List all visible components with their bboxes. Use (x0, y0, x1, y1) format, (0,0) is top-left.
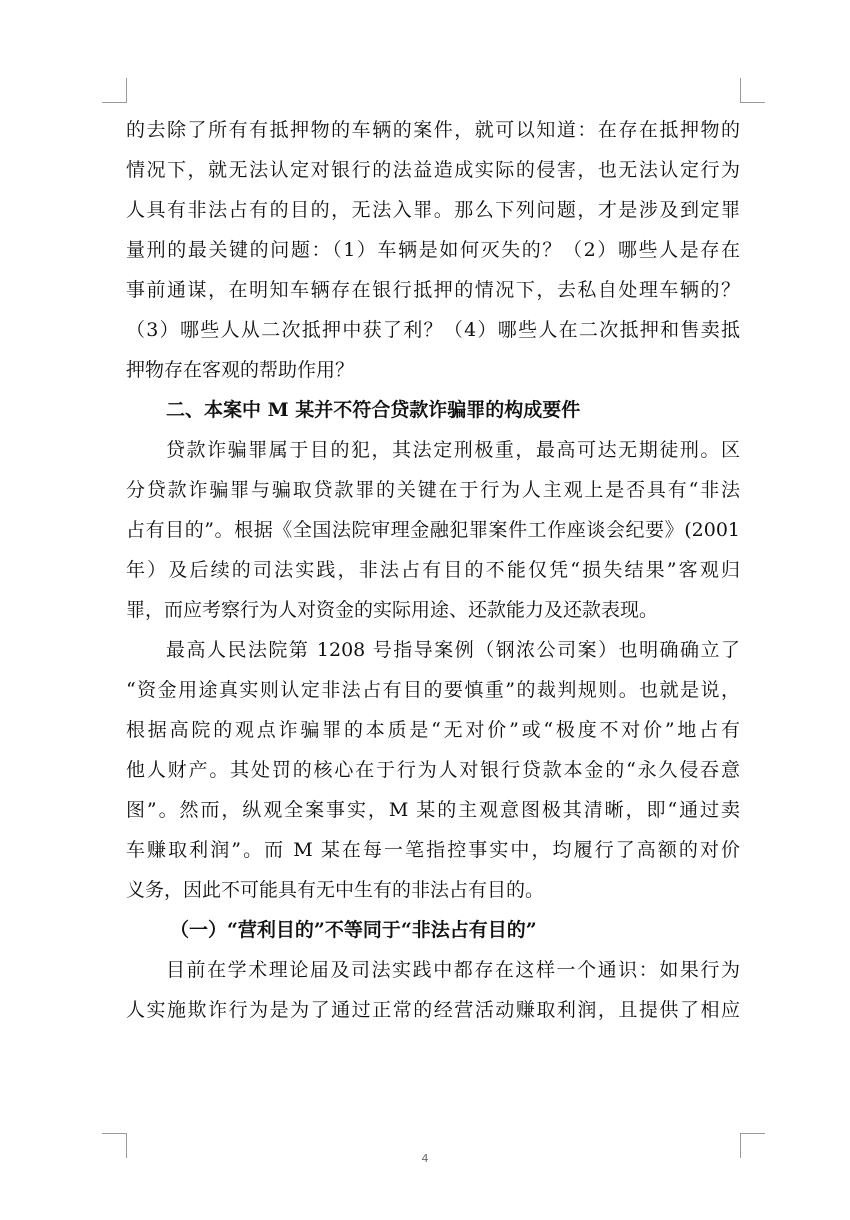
paragraph-line: 罪，而应考察行为人对资金的实际用途、还款能力及还款表现。 (126, 599, 659, 621)
subsection-heading: （一）“营利目的”不等同于“非法占有目的” (170, 919, 537, 941)
paragraph-line: 贷款诈骗罪属于目的犯，其法定刑极重，最高可达无期徒刑。区 (166, 439, 740, 461)
paragraph-line: 事前通谋，在明知车辆存在银行抵押的情况下，去私自处理车辆的？ (126, 279, 740, 301)
paragraph-line: 人实施欺诈行为是为了通过正常的经营活动赚取利润，且提供了相应 (126, 999, 740, 1021)
paragraph-line: 车赚取利润”。而 M 某在每一笔指控事实中，均履行了高额的对价 (126, 839, 740, 861)
paragraph-line: 人具有非法占有的目的，无法入罪。那么下列问题，才是涉及到定罪 (126, 199, 740, 221)
paragraph-line: 占有目的”。根据《全国法院审理金融犯罪案件工作座谈会纪要》(2001 (126, 519, 740, 541)
paragraph-line: 根据高院的观点诈骗罪的本质是“无对价”或“极度不对价”地占有 (126, 719, 740, 741)
paragraph-line: 量刑的最关键的问题：（1）车辆是如何灭失的？（2）哪些人是存在 (126, 239, 740, 261)
paragraph-line: 最高人民法院第 1208 号指导案例（钢浓公司案）也明确确立了 (166, 639, 740, 661)
document-body (126, 110, 740, 1030)
paragraph-line: 年）及后续的司法实践，非法占有目的不能仅凭“损失结果”客观归 (126, 559, 740, 581)
section-heading: 二、本案中 M 某并不符合贷款诈骗罪的构成要件 (166, 399, 581, 421)
paragraph-line: 义务，因此不可能具有无中生有的非法占有目的。 (126, 879, 545, 901)
paragraph-line: 他人财产。其处罚的核心在于行为人对银行贷款本金的“永久侵吞意 (126, 759, 740, 781)
paragraph-line: 押物存在客观的帮助作用？ (126, 359, 355, 381)
crop-mark-top-right (740, 78, 765, 103)
crop-mark-top-left (102, 78, 127, 103)
paragraph-line: 图”。然而，纵观全案事实，M 某的主观意图极其清晰，即“通过卖 (126, 799, 740, 821)
paragraph-line: 目前在学术理论届及司法实践中都存在这样一个通识：如果行为 (166, 959, 740, 981)
paragraph-line: （3）哪些人从二次抵押中获了利？（4）哪些人在二次抵押和售卖抵 (126, 319, 740, 341)
paragraph-line: 的去除了所有有抵押物的车辆的案件，就可以知道：在存在抵押物的 (126, 119, 740, 141)
paragraph-line: 情况下，就无法认定对银行的法益造成实际的侵害，也无法认定行为 (126, 159, 740, 181)
paragraph-line: 分贷款诈骗罪与骗取贷款罪的关键在于行为人主观上是否具有“非法 (126, 479, 740, 501)
page-number: 4 (421, 1152, 429, 1165)
paragraph-line: “资金用途真实则认定非法占有目的要慎重”的裁判规则。也就是说， (126, 679, 740, 701)
